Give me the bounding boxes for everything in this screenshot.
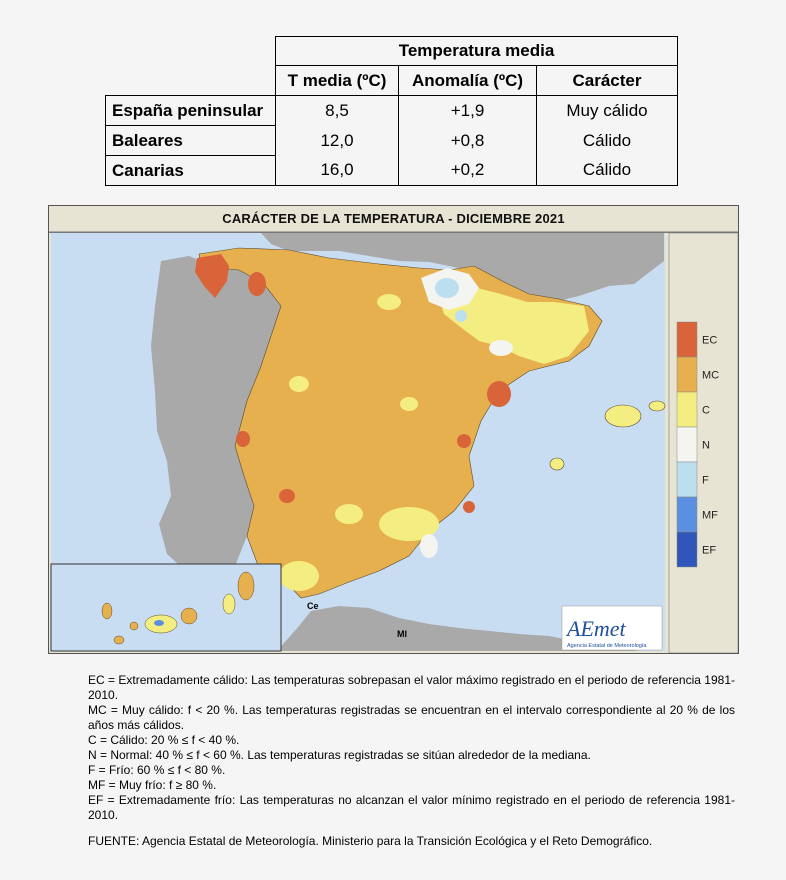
row-region: Baleares bbox=[106, 126, 276, 156]
map-title: CARÁCTER DE LA TEMPERATURA - DICIEMBRE 2021 bbox=[49, 206, 738, 233]
gran-canaria-island bbox=[181, 608, 197, 624]
c-area-salamanca bbox=[289, 376, 309, 392]
legend-label-ec: EC bbox=[702, 334, 718, 347]
cell-caracter: Cálido bbox=[537, 126, 678, 156]
temperature-map bbox=[49, 206, 738, 653]
ceuta-label: Ce bbox=[307, 601, 319, 611]
legend-swatch-ef bbox=[677, 532, 697, 567]
legend-label-f: F bbox=[702, 474, 709, 487]
legend-swatch-ec bbox=[677, 322, 697, 357]
la-gomera-island bbox=[130, 622, 138, 630]
note-ef: EF = Extremadamente frío: Las temperaturas no alcanzan el valor mínimo registrado en el periodo de referencia 1981-2010. bbox=[88, 793, 735, 822]
legend-label-n: N bbox=[702, 439, 710, 452]
ec-area-valencia bbox=[487, 381, 511, 407]
la-palma-island bbox=[102, 603, 112, 619]
row-region: España peninsular bbox=[106, 96, 276, 126]
c-area-castilla bbox=[377, 294, 401, 310]
cell-t-media: 12,0 bbox=[276, 126, 399, 156]
menorca-island bbox=[649, 401, 665, 411]
note-ec: EC = Extremadamente cálido: Las temperaturas sobrepasan el valor máximo registrado en el periodo de referencia 1981-2010. bbox=[88, 673, 735, 702]
note-mc: MC = Muy cálido: f < 20 %. Las temperaturas registradas se encuentran en el intervalo correspondiente al 20 % de los años más cálidos. bbox=[88, 703, 735, 732]
table-row bbox=[106, 96, 678, 126]
legend-swatch-c bbox=[677, 392, 697, 427]
ibiza-island bbox=[550, 458, 564, 470]
n-area-teruel bbox=[489, 340, 513, 356]
c-area-toledo bbox=[400, 397, 418, 411]
note-c: C = Cálido: 20 % ≤ f < 40 %. bbox=[88, 733, 240, 747]
cell-caracter: Cálido bbox=[537, 156, 678, 186]
temperature-summary-table bbox=[105, 36, 678, 186]
legend-label-mc: MC bbox=[702, 369, 720, 382]
cell-caracter: Muy cálido bbox=[537, 96, 678, 126]
ec-area-andalucia bbox=[279, 489, 295, 503]
el-hierro-island bbox=[114, 636, 124, 644]
legend-definitions bbox=[88, 673, 735, 823]
ec-area-extremadura bbox=[236, 431, 250, 447]
legend-swatch-mf bbox=[677, 497, 697, 532]
f-area-navarra-s bbox=[455, 310, 467, 322]
cell-anomalia: +0,2 bbox=[399, 156, 537, 186]
mallorca-island bbox=[605, 405, 641, 427]
legend-label-c: C bbox=[702, 404, 710, 417]
table-corner bbox=[106, 37, 276, 66]
ec-area-murcia bbox=[457, 434, 471, 448]
temperature-map-panel bbox=[48, 205, 739, 654]
table-row bbox=[106, 126, 678, 156]
f-area-pirineo bbox=[435, 278, 459, 298]
ec-area-galicia-2 bbox=[248, 272, 266, 296]
table-row bbox=[106, 156, 678, 186]
aemet-logo-text: AEmet bbox=[567, 616, 626, 641]
legend-swatch-mc bbox=[677, 357, 697, 392]
column-header-caracter: Carácter bbox=[537, 66, 678, 96]
table-group-header: Temperatura media bbox=[276, 37, 678, 66]
legend-swatch-f bbox=[677, 462, 697, 497]
c-area-cordoba bbox=[335, 504, 363, 524]
column-header-anomalia: Anomalía (ºC) bbox=[399, 66, 537, 96]
table-corner-2 bbox=[106, 66, 276, 96]
n-area-almeria-n bbox=[420, 534, 438, 558]
column-header-t-media: T media (ºC) bbox=[276, 66, 399, 96]
aemet-logo bbox=[562, 606, 662, 650]
ec-area-almeria bbox=[463, 501, 475, 513]
c-area-cadiz bbox=[279, 561, 319, 591]
cell-anomalia: +0,8 bbox=[399, 126, 537, 156]
fuerteventura-island bbox=[238, 572, 254, 600]
melilla-label: Ml bbox=[397, 629, 407, 639]
note-f: F = Frío: 60 % ≤ f < 80 %. bbox=[88, 763, 226, 777]
legend-label-ef: EF bbox=[702, 544, 717, 557]
mf-area-teide bbox=[154, 620, 164, 626]
cell-t-media: 8,5 bbox=[276, 96, 399, 126]
note-mf: MF = Muy frío: f ≥ 80 %. bbox=[88, 778, 217, 792]
source-note: FUENTE: Agencia Estatal de Meteorología. Ministerio para la Transición Ecológica y el Reto Demográfico. bbox=[88, 834, 653, 848]
legend-label-mf: MF bbox=[702, 509, 718, 522]
cell-t-media: 16,0 bbox=[276, 156, 399, 186]
legend-swatch-n bbox=[677, 427, 697, 462]
cell-anomalia: +1,9 bbox=[399, 96, 537, 126]
aemet-logo-subtext: Agencia Estatal de Meteorología bbox=[567, 643, 647, 649]
row-region: Canarias bbox=[106, 156, 276, 186]
note-n: N = Normal: 40 % ≤ f < 60 %. Las temperaturas registradas se sitúan alrededor de la mediana. bbox=[88, 748, 591, 762]
lanzarote-island bbox=[223, 594, 235, 614]
